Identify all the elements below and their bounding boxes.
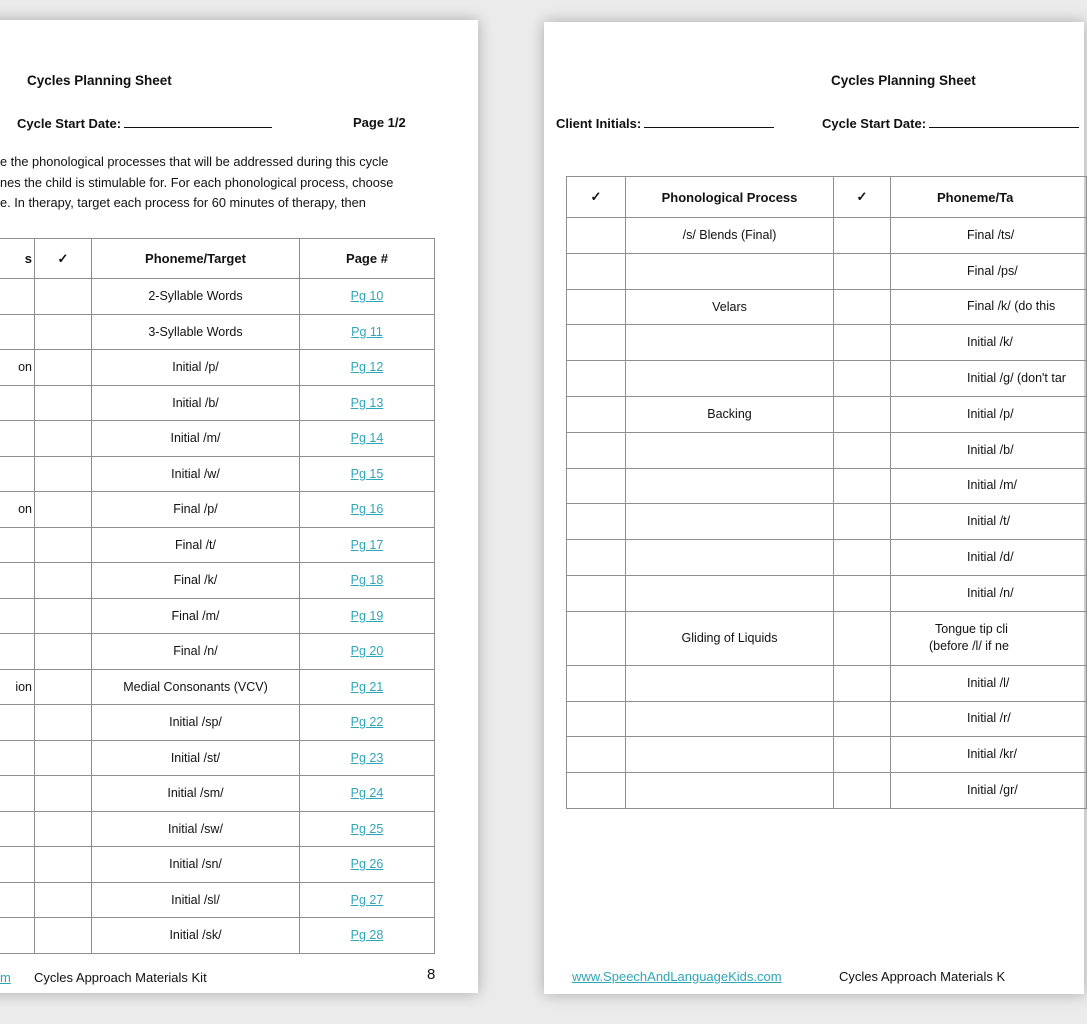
page-cell: [300, 669, 435, 705]
header-target: Phoneme/Target: [92, 239, 300, 279]
target-cell: Final /n/: [92, 634, 300, 670]
process-cell: [0, 527, 35, 563]
page-link[interactable]: Pg 24: [350, 786, 384, 801]
target-cell: Final /k/: [92, 563, 300, 599]
target-cell: 2-Syllable Words: [92, 279, 300, 315]
page-link[interactable]: Pg 13: [350, 395, 384, 410]
header-check: ✓: [567, 177, 626, 218]
checkbox-cell[interactable]: [35, 705, 92, 741]
checkbox-cell[interactable]: [834, 361, 891, 397]
header-target: Phoneme/Ta: [891, 177, 1087, 218]
table-row: [0, 598, 435, 634]
checkbox-cell[interactable]: [567, 737, 626, 773]
target-text: Initial /l/: [967, 675, 1010, 690]
checkbox-cell[interactable]: [567, 773, 626, 809]
checkbox-cell[interactable]: [567, 325, 626, 361]
page-link[interactable]: Pg 28: [350, 928, 384, 943]
page-link[interactable]: Pg 10: [350, 289, 384, 304]
checkbox-cell[interactable]: [567, 361, 626, 397]
target-cell: [891, 468, 1087, 504]
table-row: [0, 350, 435, 386]
target-cell: [891, 253, 1087, 289]
cycle-start-date-label: Cycle Start Date:: [17, 116, 122, 131]
page-cell: [300, 847, 435, 883]
checkbox-cell[interactable]: [35, 634, 92, 670]
footer-link[interactable]: m: [0, 970, 11, 985]
checkbox-cell[interactable]: [567, 540, 626, 576]
checkbox-cell[interactable]: [834, 611, 891, 665]
page-cell: [300, 811, 435, 847]
process-cell: [626, 432, 834, 468]
target-text: Initial /g/ (don't tar: [967, 371, 1066, 386]
process-cell: /s/ Blends (Final): [626, 218, 834, 254]
cycle-start-date-field[interactable]: [17, 115, 272, 131]
checkbox-cell[interactable]: [35, 456, 92, 492]
page-cell: [300, 279, 435, 315]
table-row: [0, 847, 435, 883]
checkbox-cell[interactable]: [834, 289, 891, 325]
page-link[interactable]: Pg 19: [350, 608, 384, 623]
header-process: s: [0, 239, 35, 279]
process-cell: [626, 504, 834, 540]
table-row: [0, 421, 435, 457]
process-cell: [0, 776, 35, 812]
table-row: [0, 776, 435, 812]
checkbox-cell[interactable]: [35, 314, 92, 350]
process-cell: [626, 665, 834, 701]
process-cell: [626, 701, 834, 737]
checkbox-cell[interactable]: [35, 811, 92, 847]
header-check: ✓: [35, 239, 92, 279]
table-row: [567, 611, 1087, 665]
process-cell: [0, 279, 35, 315]
checkbox-cell[interactable]: [35, 598, 92, 634]
target-cell: Initial /sp/: [92, 705, 300, 741]
footer-link[interactable]: www.SpeechAndLanguageKids.com: [572, 969, 782, 984]
table-row: [567, 325, 1087, 361]
table-row: [567, 737, 1087, 773]
target-cell: [891, 773, 1087, 809]
checkbox-cell[interactable]: [834, 468, 891, 504]
checkbox-cell[interactable]: [567, 701, 626, 737]
target-cell: Initial /sn/: [92, 847, 300, 883]
cycles-table-page-1: [0, 238, 435, 954]
process-cell: Velars: [626, 289, 834, 325]
planning-sheet-page-1: [0, 20, 478, 993]
target-text: Initial /r/: [967, 711, 1011, 726]
footer-kit-name: Cycles Approach Materials Kit: [34, 970, 207, 985]
checkbox-cell[interactable]: [35, 669, 92, 705]
page-link[interactable]: Pg 26: [350, 857, 384, 872]
process-cell: [0, 385, 35, 421]
process-cell: [626, 468, 834, 504]
checkbox-cell[interactable]: [35, 776, 92, 812]
process-cell: [626, 773, 834, 809]
checkbox-cell[interactable]: [35, 740, 92, 776]
target-text: Initial /d/: [967, 550, 1014, 565]
target-cell: Final /p/: [92, 492, 300, 528]
checkbox-cell[interactable]: [834, 773, 891, 809]
table-row: [567, 468, 1087, 504]
page-cell: [300, 350, 435, 386]
checkbox-cell[interactable]: [35, 527, 92, 563]
table-row: [567, 396, 1087, 432]
process-cell: [626, 325, 834, 361]
table-row: [0, 314, 435, 350]
checkbox-cell[interactable]: [567, 575, 626, 611]
checkbox-cell[interactable]: [567, 289, 626, 325]
target-text: (before /l/ if ne: [929, 639, 1009, 654]
target-cell: Initial /b/: [92, 385, 300, 421]
checkbox-cell[interactable]: [35, 847, 92, 883]
checkbox-cell[interactable]: [834, 540, 891, 576]
target-cell: Final /m/: [92, 598, 300, 634]
table-header-row: [567, 177, 1087, 218]
page-link[interactable]: Pg 20: [350, 644, 384, 659]
table-row: [567, 253, 1087, 289]
cycle-start-date-blank[interactable]: [929, 115, 1079, 128]
target-text: Initial /b/: [967, 442, 1014, 457]
target-text: Initial /m/: [967, 478, 1018, 493]
sheet-title: Cycles Planning Sheet: [27, 73, 172, 88]
checkbox-cell[interactable]: [567, 504, 626, 540]
process-cell: [0, 918, 35, 954]
page-cell: [300, 740, 435, 776]
cycle-start-date-blank[interactable]: [124, 115, 272, 128]
checkbox-cell[interactable]: [35, 385, 92, 421]
table-row: [0, 492, 435, 528]
checkbox-cell[interactable]: [35, 918, 92, 954]
process-cell: [626, 575, 834, 611]
target-text: Initial /t/: [967, 514, 1011, 529]
target-cell: [891, 361, 1087, 397]
page-cell: [300, 492, 435, 528]
page-cell: [300, 882, 435, 918]
page-link[interactable]: Pg 16: [350, 502, 384, 517]
process-cell: [0, 740, 35, 776]
page-link[interactable]: Pg 17: [350, 537, 384, 552]
target-cell: Medial Consonants (VCV): [92, 669, 300, 705]
cycle-start-date-label: Cycle Start Date:: [822, 116, 927, 131]
target-cell: [891, 396, 1087, 432]
target-cell: [891, 325, 1087, 361]
checkbox-cell[interactable]: [567, 253, 626, 289]
page-link[interactable]: Pg 22: [350, 715, 384, 730]
page-cell: [300, 918, 435, 954]
target-cell: Initial /w/: [92, 456, 300, 492]
target-cell: [891, 665, 1087, 701]
checkbox-cell[interactable]: [567, 396, 626, 432]
table-row: [567, 773, 1087, 809]
table-row: [567, 289, 1087, 325]
page-link[interactable]: Pg 25: [350, 821, 384, 836]
table-row: [567, 504, 1087, 540]
page-cell: [300, 563, 435, 599]
page-cell: [300, 634, 435, 670]
page-cell: [300, 705, 435, 741]
table-row: [0, 385, 435, 421]
table-row: [0, 811, 435, 847]
process-cell: [626, 361, 834, 397]
target-cell: [891, 432, 1087, 468]
page-cell: [300, 456, 435, 492]
page-link[interactable]: Pg 21: [350, 679, 384, 694]
process-cell: on: [0, 492, 35, 528]
target-cell: Initial /sw/: [92, 811, 300, 847]
target-text: Initial /p/: [967, 406, 1014, 421]
table-row: [567, 540, 1087, 576]
process-cell: [0, 634, 35, 670]
header-page: Page #: [300, 239, 435, 279]
table-row: [567, 218, 1087, 254]
checkbox-cell[interactable]: [35, 350, 92, 386]
checkbox-cell[interactable]: [834, 253, 891, 289]
instruction-line: nes the child is stimulable for. For each phonological process, choose: [0, 174, 394, 190]
process-cell: [0, 563, 35, 599]
table-row: [0, 918, 435, 954]
checkbox-cell[interactable]: [834, 504, 891, 540]
table-row: [0, 563, 435, 599]
table-row: [0, 634, 435, 670]
checkbox-cell[interactable]: [35, 563, 92, 599]
target-text: Final /ts/: [967, 227, 1015, 242]
client-initials-field[interactable]: [556, 115, 774, 131]
page-cell: [300, 385, 435, 421]
process-cell: Backing: [626, 396, 834, 432]
target-text: Final /k/ (do this: [967, 299, 1056, 314]
instructions: [0, 152, 393, 214]
page-link[interactable]: Pg 14: [350, 431, 384, 446]
target-text: Tongue tip cli: [935, 622, 1008, 637]
process-cell: on: [0, 350, 35, 386]
target-text: Initial /n/: [967, 585, 1014, 600]
process-cell: [0, 811, 35, 847]
table-row: [567, 361, 1087, 397]
table-row: [567, 701, 1087, 737]
process-cell: [0, 456, 35, 492]
checkbox-cell[interactable]: [834, 432, 891, 468]
checkbox-cell[interactable]: [35, 492, 92, 528]
target-text: Initial /k/: [967, 335, 1013, 350]
process-cell: [0, 598, 35, 634]
client-initials-blank[interactable]: [644, 115, 774, 128]
checkbox-cell[interactable]: [567, 611, 626, 665]
checkbox-cell[interactable]: [834, 218, 891, 254]
checkbox-cell[interactable]: [834, 701, 891, 737]
instruction-line: e. In therapy, target each process for 60 minutes of therapy, then: [0, 195, 366, 210]
checkbox-cell[interactable]: [834, 575, 891, 611]
process-cell: [626, 540, 834, 576]
checkbox-cell[interactable]: [567, 468, 626, 504]
checkbox-cell[interactable]: [35, 421, 92, 457]
page-number: 8: [427, 966, 436, 983]
target-text: Initial /kr/: [967, 747, 1018, 762]
checkbox-cell[interactable]: [567, 665, 626, 701]
page-link[interactable]: Pg 15: [350, 466, 384, 481]
target-cell: [891, 701, 1087, 737]
target-cell: [891, 504, 1087, 540]
cycles-table-page-2: [566, 176, 1087, 809]
table-row: [0, 669, 435, 705]
page-cell: [300, 314, 435, 350]
target-text: Initial /gr/: [967, 783, 1018, 798]
page-link[interactable]: Pg 12: [350, 360, 384, 375]
target-cell: Initial /sl/: [92, 882, 300, 918]
table-row: [0, 705, 435, 741]
target-cell: [891, 289, 1087, 325]
page-link[interactable]: Pg 11: [351, 324, 383, 339]
header-check: ✓: [834, 177, 891, 218]
process-cell: [0, 421, 35, 457]
target-cell: [891, 575, 1087, 611]
table-row: [0, 279, 435, 315]
table-row: [0, 456, 435, 492]
table-row: [0, 740, 435, 776]
page-link[interactable]: Pg 18: [350, 573, 384, 588]
target-cell: Initial /p/: [92, 350, 300, 386]
table-row: [0, 882, 435, 918]
checkbox-cell[interactable]: [834, 325, 891, 361]
process-cell: ion: [0, 669, 35, 705]
table-row: [567, 432, 1087, 468]
cycle-start-date-field[interactable]: [822, 115, 1079, 131]
target-cell: Initial /sm/: [92, 776, 300, 812]
page-cell: [300, 598, 435, 634]
page-cell: [300, 527, 435, 563]
checkbox-cell[interactable]: [35, 882, 92, 918]
target-cell: [891, 218, 1087, 254]
page-link[interactable]: Pg 27: [350, 892, 384, 907]
process-cell: [0, 314, 35, 350]
checkbox-cell[interactable]: [834, 396, 891, 432]
page-cell: [300, 421, 435, 457]
target-cell: Final /t/: [92, 527, 300, 563]
target-cell: [891, 737, 1087, 773]
checkbox-cell[interactable]: [567, 218, 626, 254]
table-row: [567, 665, 1087, 701]
checkbox-cell[interactable]: [567, 432, 626, 468]
footer-kit-name: Cycles Approach Materials K: [839, 969, 1006, 984]
target-cell: Initial /st/: [92, 740, 300, 776]
table-header-row: [0, 239, 435, 279]
process-cell: [0, 847, 35, 883]
planning-sheet-page-2: [544, 22, 1084, 994]
table-row: [0, 527, 435, 563]
target-cell: Initial /sk/: [92, 918, 300, 954]
process-cell: [0, 705, 35, 741]
sheet-title: Cycles Planning Sheet: [831, 73, 976, 88]
process-cell: Gliding of Liquids: [626, 611, 834, 665]
table-row: [567, 575, 1087, 611]
instruction-line: e the phonological processes that will be addressed during this cycle: [0, 154, 389, 169]
process-cell: [626, 253, 834, 289]
target-cell: [891, 611, 1087, 665]
target-cell: 3-Syllable Words: [92, 314, 300, 350]
process-cell: [626, 737, 834, 773]
process-cell: [0, 882, 35, 918]
page-cell: [300, 776, 435, 812]
client-initials-label: Client Initials:: [556, 116, 642, 131]
header-process: Phonological Process: [626, 177, 834, 218]
page-indicator: Page 1/2: [353, 115, 406, 130]
target-cell: Initial /m/: [92, 421, 300, 457]
page-link[interactable]: Pg 23: [350, 750, 384, 765]
target-text: Final /ps/: [967, 263, 1018, 278]
checkbox-cell[interactable]: [834, 737, 891, 773]
target-cell: [891, 540, 1087, 576]
checkbox-cell[interactable]: [35, 279, 92, 315]
checkbox-cell[interactable]: [834, 665, 891, 701]
